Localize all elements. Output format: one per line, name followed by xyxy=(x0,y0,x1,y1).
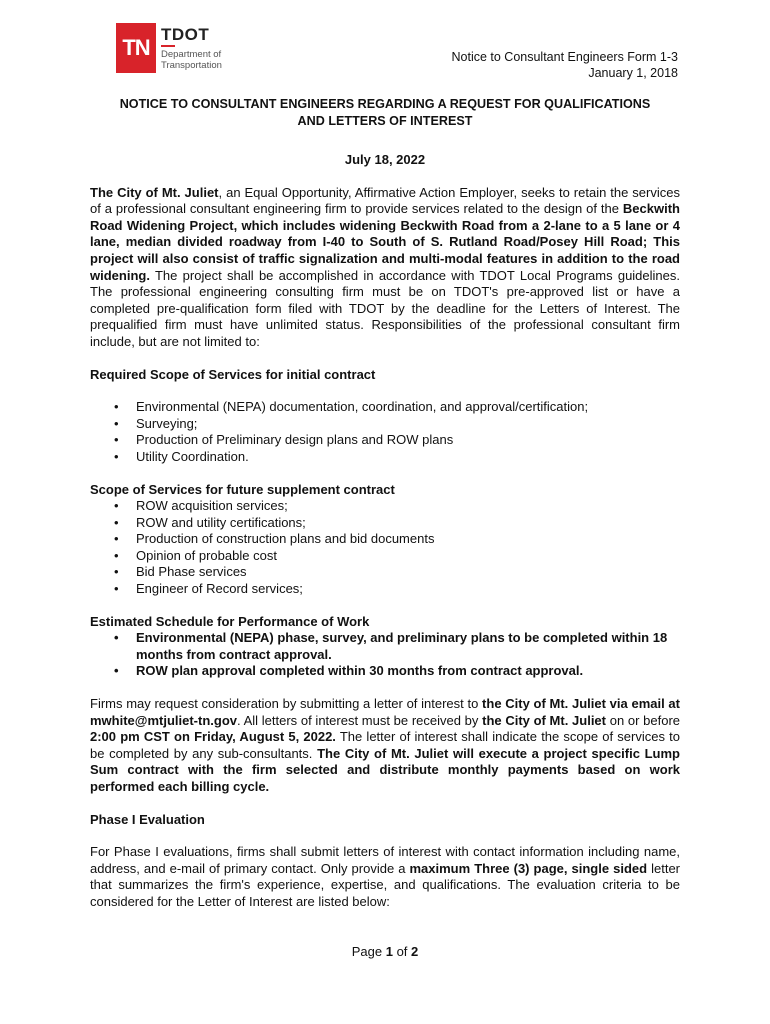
tdot-logo xyxy=(116,22,222,74)
firms-text-2: . All letters of interest must be received by xyxy=(237,712,483,728)
notice-date: July 18, 2022 xyxy=(344,152,426,167)
form-date: January 1, 2018 xyxy=(588,66,678,80)
intro-project: Beckwith Road Widening Project, which includes widening Beckwith Road from a 2-lane to a 5 lane or 4 lane, median divided roadway from I-40 to South of S. Rutland Road/Posey Hill Road; This project will also consist of traffic signalization and multi-modal features in addition to the road widening. xyxy=(90,201,680,283)
intro-text-1: , an Equal Opportunity, Affirmative Action Employer, seeks to retain the services of a professional consultant engineering firm to provide services related to the design of the xyxy=(90,184,680,217)
scope-future-list xyxy=(90,498,680,598)
phase1-paragraph xyxy=(90,844,680,910)
list-item: • ROW plan approval completed within 30 months from contract approval. xyxy=(90,663,680,680)
document-title xyxy=(90,96,680,130)
phase1-text-1: For Phase I evaluations, firms shall submit letters of interest with contact information including name, address, and e-mail of primary contact. Only provide a xyxy=(90,844,680,876)
page-current: 1 xyxy=(385,944,393,959)
logo-dept-line1: Department of xyxy=(161,48,222,60)
list-item: • Production of Preliminary design plans and ROW plans xyxy=(90,432,680,449)
logo-dept-line2: Transportation xyxy=(161,59,222,71)
logo-name: TDOT xyxy=(161,24,210,44)
submission-paragraph xyxy=(90,696,680,796)
intro-paragraph xyxy=(90,185,680,351)
firms-bold-3: 2:00 pm CST on Friday, August 5, 2022. xyxy=(90,729,336,745)
intro-text-2: The project shall be accomplished in accordance with TDOT Local Programs guidelines. The professional engineering consulting firm must be on TDOT's pre-approved list or have a completed pre-qualification form filed with TDOT by the deadline for the Letters of Interest. The prequalified firm must have unlimited status. Responsibilities of the professional consultant firm include, but are not limited to: xyxy=(90,267,680,349)
firms-bold-1: the City of Mt. Juliet via email at mwhite@mtjuliet-tn.gov xyxy=(90,696,680,728)
form-number: Notice to Consultant Engineers Form 1-3 xyxy=(451,50,678,64)
schedule-list xyxy=(90,630,680,680)
firms-text-4: The letter of interest shall indicate the scope of services to be completed by any sub-consultants. xyxy=(90,729,680,761)
logo-wordmark xyxy=(161,26,222,71)
list-item: • Engineer of Record services; xyxy=(90,581,680,598)
intro-city: The City of Mt. Juliet xyxy=(90,184,219,200)
phase1-text-2: letter that summarizes the firm's experience, expertise, and qualifications. The evaluation criteria to be considered for the Letter of Interest are listed below: xyxy=(90,860,681,909)
scope-initial-heading: Required Scope of Services for initial contract xyxy=(90,366,376,382)
tn-logo-mark: TN xyxy=(116,23,156,73)
list-item: • Utility Coordination. xyxy=(90,449,680,466)
scope-future-heading: Scope of Services for future supplement contract xyxy=(90,481,395,497)
title-line-2: AND LETTERS OF INTEREST xyxy=(297,114,473,128)
page-prefix: Page xyxy=(351,944,386,959)
list-item: • ROW and utility certifications; xyxy=(90,515,680,532)
document-body xyxy=(90,96,680,911)
list-item: • Bid Phase services xyxy=(90,564,680,581)
list-item: • Production of construction plans and bid documents xyxy=(90,531,680,548)
firms-text-1: Firms may request consideration by submitting a letter of interest to xyxy=(90,696,483,712)
scope-initial-list xyxy=(90,399,680,465)
page-mid: of xyxy=(392,944,412,959)
list-item: • Surveying; xyxy=(90,416,680,433)
page-footer xyxy=(0,944,770,959)
title-line-1: NOTICE TO CONSULTANT ENGINEERS REGARDING A REQUEST FOR QUALIFICATIONS xyxy=(119,97,651,111)
phase1-heading: Phase I Evaluation xyxy=(90,811,205,827)
firms-bold-2: the City of Mt. Juliet xyxy=(482,712,606,728)
list-item: • Environmental (NEPA) documentation, coordination, and approval/certification; xyxy=(90,399,680,416)
form-reference xyxy=(452,49,679,81)
list-item: • Environmental (NEPA) phase, survey, and preliminary plans to be completed within 18 months from contract approval. xyxy=(90,630,680,663)
list-item: • ROW acquisition services; xyxy=(90,498,680,515)
firms-bold-4: The City of Mt. Juliet will execute a project specific Lump Sum contract with the firm selected and distribute monthly payments based on work performed each billing cycle. xyxy=(90,745,680,794)
list-item: • Opinion of probable cost xyxy=(90,548,680,565)
logo-rule xyxy=(161,45,175,47)
schedule-heading: Estimated Schedule for Performance of Work xyxy=(90,613,370,629)
firms-text-3: on or before xyxy=(606,712,681,728)
page-total: 2 xyxy=(411,944,419,959)
phase1-bold-1: maximum Three (3) page, single sided xyxy=(409,860,648,876)
